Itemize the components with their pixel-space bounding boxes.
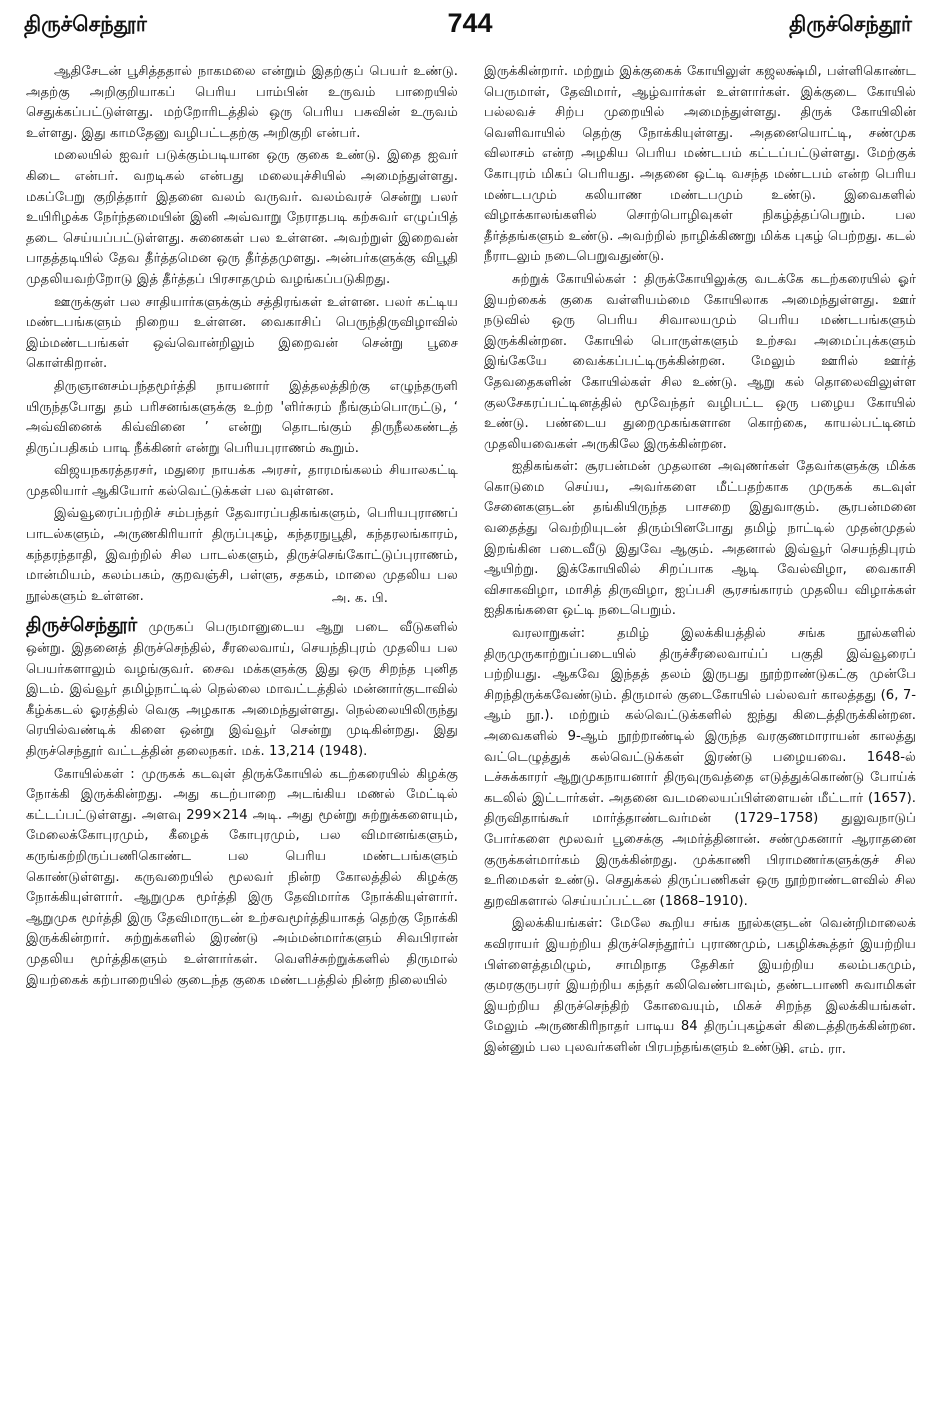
paragraph: ஆதிசேடன் பூசித்ததால் நாகமலை என்றும் இதற்குப் பெயர் உண்டு. அதற்கு அறிகுறியாகப் பெரிய பாம்பின் உருவம் பாறையில் செதுக்கப்பட்டுள்ளது. மற்றோரிடத்தில் ஒரு பெரிய பசுவின் உருவம் உள்ளது. இது காமதேனு வழிபட்டதற்கு அறிகுறி என்பர். <box>26 64 458 141</box>
paragraph: ஊருக்குள் பல சாதியார்களுக்கும் சத்திரங்கள் உள்ளன. பலர் கட்டிய மண்டபங்களும் நிறைய உள்ளன. வைகாசிப் பெருந்திருவிழாவில் இம்மண்டபங்கள் ஒவ்வொன்றிலும் இறைவன் சென்று பூசை கொள்கிறான். <box>26 294 458 372</box>
paragraph: கோயில்கள் : முருகக் கடவுள் திருக்கோயில் கடற்கரையில் கிழக்கு நோக்கி இருக்கின்றது. அது கடற்பாறை அடங்கிய மணல் மேட்டில் கட்டப்பட்டுள்ளது. அளவு 299×214 அடி. அது மூன்று சுற்றுக்களையும், மேலைக்கோபுரமும், கீழைக் கோபுரமும், பல விமானங்களும், கருங்கற்றிருப்பணிகொண்ட பல பெரிய மண்டபங்களும் கொண்டுள்ளது. கருவறையில் மூலவர் நின்ற கோலத்தில் கிழக்கு நோக்கியுள்ளார். ஆறுமுக மூர்த்தி இரு தேவிமார்க நோக்கியுள்ளார். ஆறுமுக மூர்த்தி இரு தேவிமாருடன் உற்சவமூர்த்தியாகத் தெற்கு நோக்கி இருக்கின்றார். சுற்றுக்களில் இரண்டு அம்மன்மார்களும் சிவபிரான் முதலிய மூர்த்திகளும் உள்ளார்கள். வெளிச்சுற்றுக்களில் திருமால் இயற்கைக் கற்பாறையில் குடைந்த குகை மண்டபத்தில் நின்ற நிலையில் <box>26 766 458 988</box>
paragraph: ஐதிகங்கள்: சூரபன்மன் முதலான அவுணர்கள் தேவர்களுக்கு மிக்க கொடுமை செய்ய, அவர்களை மீட்பதற்காக முருகக் கடவுள் சேனைகளுடன் தங்கியிருந்த பாசறை இதுவாகும். சூரபன்மனை வதைத்து வெற்றியுடன் திரும்பினபோது தமிழ் நாட்டில் முதன்முதல் இறங்கின படைவீடு இதுவே ஆகும். அதனால் இவ்வூர் செயந்திபுரம் ஆயிற்று. இக்கோயிலில் சிறப்பாக ஆடி வேல்விழா, வைகாசி விசாகவிழா, மாசித் திருவிழா, ஐப்பசி சூரசங்காரம் முதலிய விழாக்கள் ஐதிகங்களை ஒட்டி நடைபெறும். <box>484 459 916 619</box>
author-signature: அ. க. பி. <box>331 590 388 606</box>
paragraph: சுற்றுக் கோயில்கள் : திருக்கோயிலுக்கு வடக்கே கடற்கரையில் ஓர் இயற்கைக் குகை வள்ளியம்மை கோயிலாக அமைந்துள்ளது. ஊர் நடுவில் ஒரு பெரிய சிவாலயமும் பெரிய மண்டபங்களும் இருக்கின்றன. கோயில் பொருள்களும் உற்சவ அமைப்புக்களும் இங்கேயே வைக்கப்பட்டிருக்கின்றன. மேலும் ஊரில் ஊர்த் தேவதைகளின் கோயில்கள் சில உண்டு. ஆறு கல் தொலைவிலுள்ள குலசேகரப்பட்டினத்தில் மூவேந்தர் வழிபட்ட ஒரு பழைய கோயில் உண்டு. பண்டைய துறைமுகங்களான கொற்கை, காயல்பட்டினம் முதலியவைகள் அருகிலே இருக்கின்றன. <box>484 271 916 452</box>
entry-text: முருகப் பெருமானுடைய ஆறு படை வீடுகளில் ஒன்று. இதனைத் திருச்செந்தில், சீரலைவாய், செயந்திபுரம் முதலிய பல பெயர்களாலும் வழங்குவர். சைவ மக்களுக்கு இது ஒரு சிறந்த புனித இடம். இவ்வூர் தமிழ்நாட்டில் நெல்லை மாவட்டத்தில் மன்னார்குடாவில் கீழ்க்கடல் ஓரத்தில் வெகு அழகாக அமைந்துள்ளது. நெல்லையிலிருந்து ரெயில்வண்டிக் கிளை ஒன்று இவ்வூர் சென்று முடிகின்றது. இது திருச்செந்தூர் வட்டத்தின் தலைநகர். மக். 13,214 (1948). <box>26 620 458 759</box>
page-number: 744 <box>447 8 493 38</box>
entry-paragraph <box>26 615 458 762</box>
paragraph: வரலாறுகள்: தமிழ் இலக்கியத்தில் சங்க நூல்களில் திருமுருகாற்றுப்படையில் திருச்சீரலைவாய்ப் பகுதி இவ்வூரைப் பற்றியது. ஆகவே இந்தத் தலம் இருபது நூற்றாண்டுகட்கு முன்பே சிறந்திருக்கவேண்டும். திருமால் குடைகோயில் பல்லவர் காலத்தது (6, 7-ஆம் நூ.). மற்றும் கல்வெட்டுக்களில் ஐந்து கிடைத்திருக்கின்றன. அவைகளில் 9-ஆம் நூற்றாண்டில் இருந்த வரகுணமாராயன் காலத்து வட்டெழுத்துக் கல்வெட்டுக்கள் இரண்டு பழையவை. 1648-ல் டச்சுக்காரர் ஆறுமுகநாயனார் திருவுருவத்தை எடுத்துக்கொண்டு போய்க் கடலில் இட்டார்கள். அதனை வடமலையப்பிள்ளையன் மீட்டார் (1657). திருவிதாங்கூர் மார்த்தாண்டவர்மன் (1729–1758) துலுவநாடுப் போர்களை மூலவர் பூசைக்கு அமர்த்தினான். சண்முகனார் ஆராதனை குருக்கள்மார்கம் இருக்கின்றது. முக்காணி பிராமணர்களுக்குச் சில உரிமைகள் உண்டு. செதுக்கல் திருப்பணிகள் ஒரு நூற்றாண்டளவில் சில துறவிகளால் செய்யப்பட்டன (1868–1910). <box>484 626 916 909</box>
paragraph: விஜயநகரத்தரசர், மதுரை நாயக்க அரசர், தாரமங்கலம் சியாலகட்டி முதலியார் ஆகியோர் கல்வெட்டுக்கள் பல வுள்ளன. <box>26 463 458 499</box>
running-title-left: திருச்செந்தூர் <box>24 12 147 36</box>
right-column <box>484 62 916 1407</box>
entry-title: திருச்செந்தூர் <box>26 614 138 637</box>
page-header <box>20 8 920 48</box>
paragraph: திருஞானசம்பந்தமூர்த்தி நாயனார் இத்தலத்திற்கு எழுந்தருளி யிருந்தபோது தம் பரிசனங்களுக்கு உற்ற 'ளிர்சுரம் நீங்கும்பொருட்டு, ‘ அவ்வினைக் கிவ்வினை ’ என்று தொடங்கும் திருநீலகண்டத் திருப்பதிகம் பாடி நீக்கினர் என்று பெரியபுராணம் கூறும். <box>26 378 458 456</box>
running-title-right: திருச்செந்தூர் <box>789 12 912 36</box>
paragraph: மலையில் ஐவர் படுக்கும்படியான ஒரு குகை உண்டு. இதை ஐவர் கிடை என்பர். வறடிகல் என்பது மலையுச்சியில் அமைந்துள்ளது. மகப்பேறு குறித்தார் இதனை வலம் வருவர். வலம்வரச் சென்று பலர் உயிரிழக்க நேர்ந்தமையின் இனி அவ்வாறு நேராதபடி கற்சுவர் எழுப்பித் தடை செய்யப்பட்டுள்ளது. சுனைகள் பல உள்ளன. அவற்றுள் இறைவன் பாதத்தடியில் தேவ தீர்த்தமென ஒரு தீர்த்தமுளது. அன்பர்களுக்கு விபூதி முதலியவற்றோடு இத் தீர்த்தப் பிரசாதமும் வழங்கப்படுகிறது. <box>26 148 458 287</box>
author-signature: சி. எம். ரா. <box>780 1041 846 1057</box>
paragraph: இலக்கியங்கள்: மேலே கூறிய சங்க நூல்களுடன் வென்றிமாலைக் கவிராயர் இயற்றிய திருச்செந்தூர்ப் புராணமும், பகழிக்கூத்தர் இயற்றிய பிள்ளைத்தமிழும், சாமிநாத தேசிகர் இயற்றிய கலம்பகமும், குமரகுருபரர் இயற்றிய கந்தர் கலிவெண்பாவும், தண்டபாணி சுவாமிகள் இயற்றிய திருச்செந்திற் கோவையும், மிகச் சிறந்த இலக்கியங்கள். மேலும் அருணகிரிநாதர் பாடிய 84 திருப்புகழ்கள் கிடைத்திருக்கின்றன. இன்னும் பல புலவர்களின் பிரபந்தங்களும் உண்டு. <box>484 916 916 1055</box>
paragraph: இருக்கின்றார். மற்றும் இக்குகைக் கோயிலுள் கஜலக்ஷ்மி, பள்ளிகொண்ட பெருமாள், தேவிமார், ஆழ்வார்கள் உள்ளார்கள். இக்குடை கோயில் பல்லவச் சிற்ப முறையில் அமைந்துள்ளது. திருக் கோயிலின் வெளிவாயில் தெற்கு நோக்கியுள்ளது. அதனையொட்டி, சண்முக விலாசம் என்ற அழகிய பெரிய மண்டபம் கட்டப்பட்டுள்ளது. மேற்குக் கோபுரம் மிகப் பெரியது. அதனை ஒட்டி வசந்த மண்டபம் என்ற பெரிய மண்டபமும் கலியாண மண்டபமும் உண்டு. இவைகளில் விழாக்காலங்களில் சொற்பொழிவுகள் நிகழ்த்தப்பெறும். பல தீர்த்தங்களும் உண்டு. அவற்றில் நாழிக்கிணறு மிக்க புகழ் பெற்றது. கடல் நீராடலும் நடைபெறுவதுண்டு. <box>484 64 916 265</box>
left-column <box>26 62 458 1407</box>
paragraph: இவ்வூரைப்பற்றிச் சம்பந்தர் தேவாரப்பதிகங்களும், பெரியபுராணப் பாடல்களும், அருணகிரியார் திருப்புகழ், கந்தரநுபூதி, கந்தரலங்காரம், கந்தரந்தாதி, இவற்றில் சில பாடல்களும், திருச்செங்கோட்டுப்புராணம், மான்மியம், கலம்பகம், குறவஞ்சி, பள்ளு, சதகம், மாலை முதலிய பல நூல்களும் உள்ளன. <box>26 506 458 604</box>
